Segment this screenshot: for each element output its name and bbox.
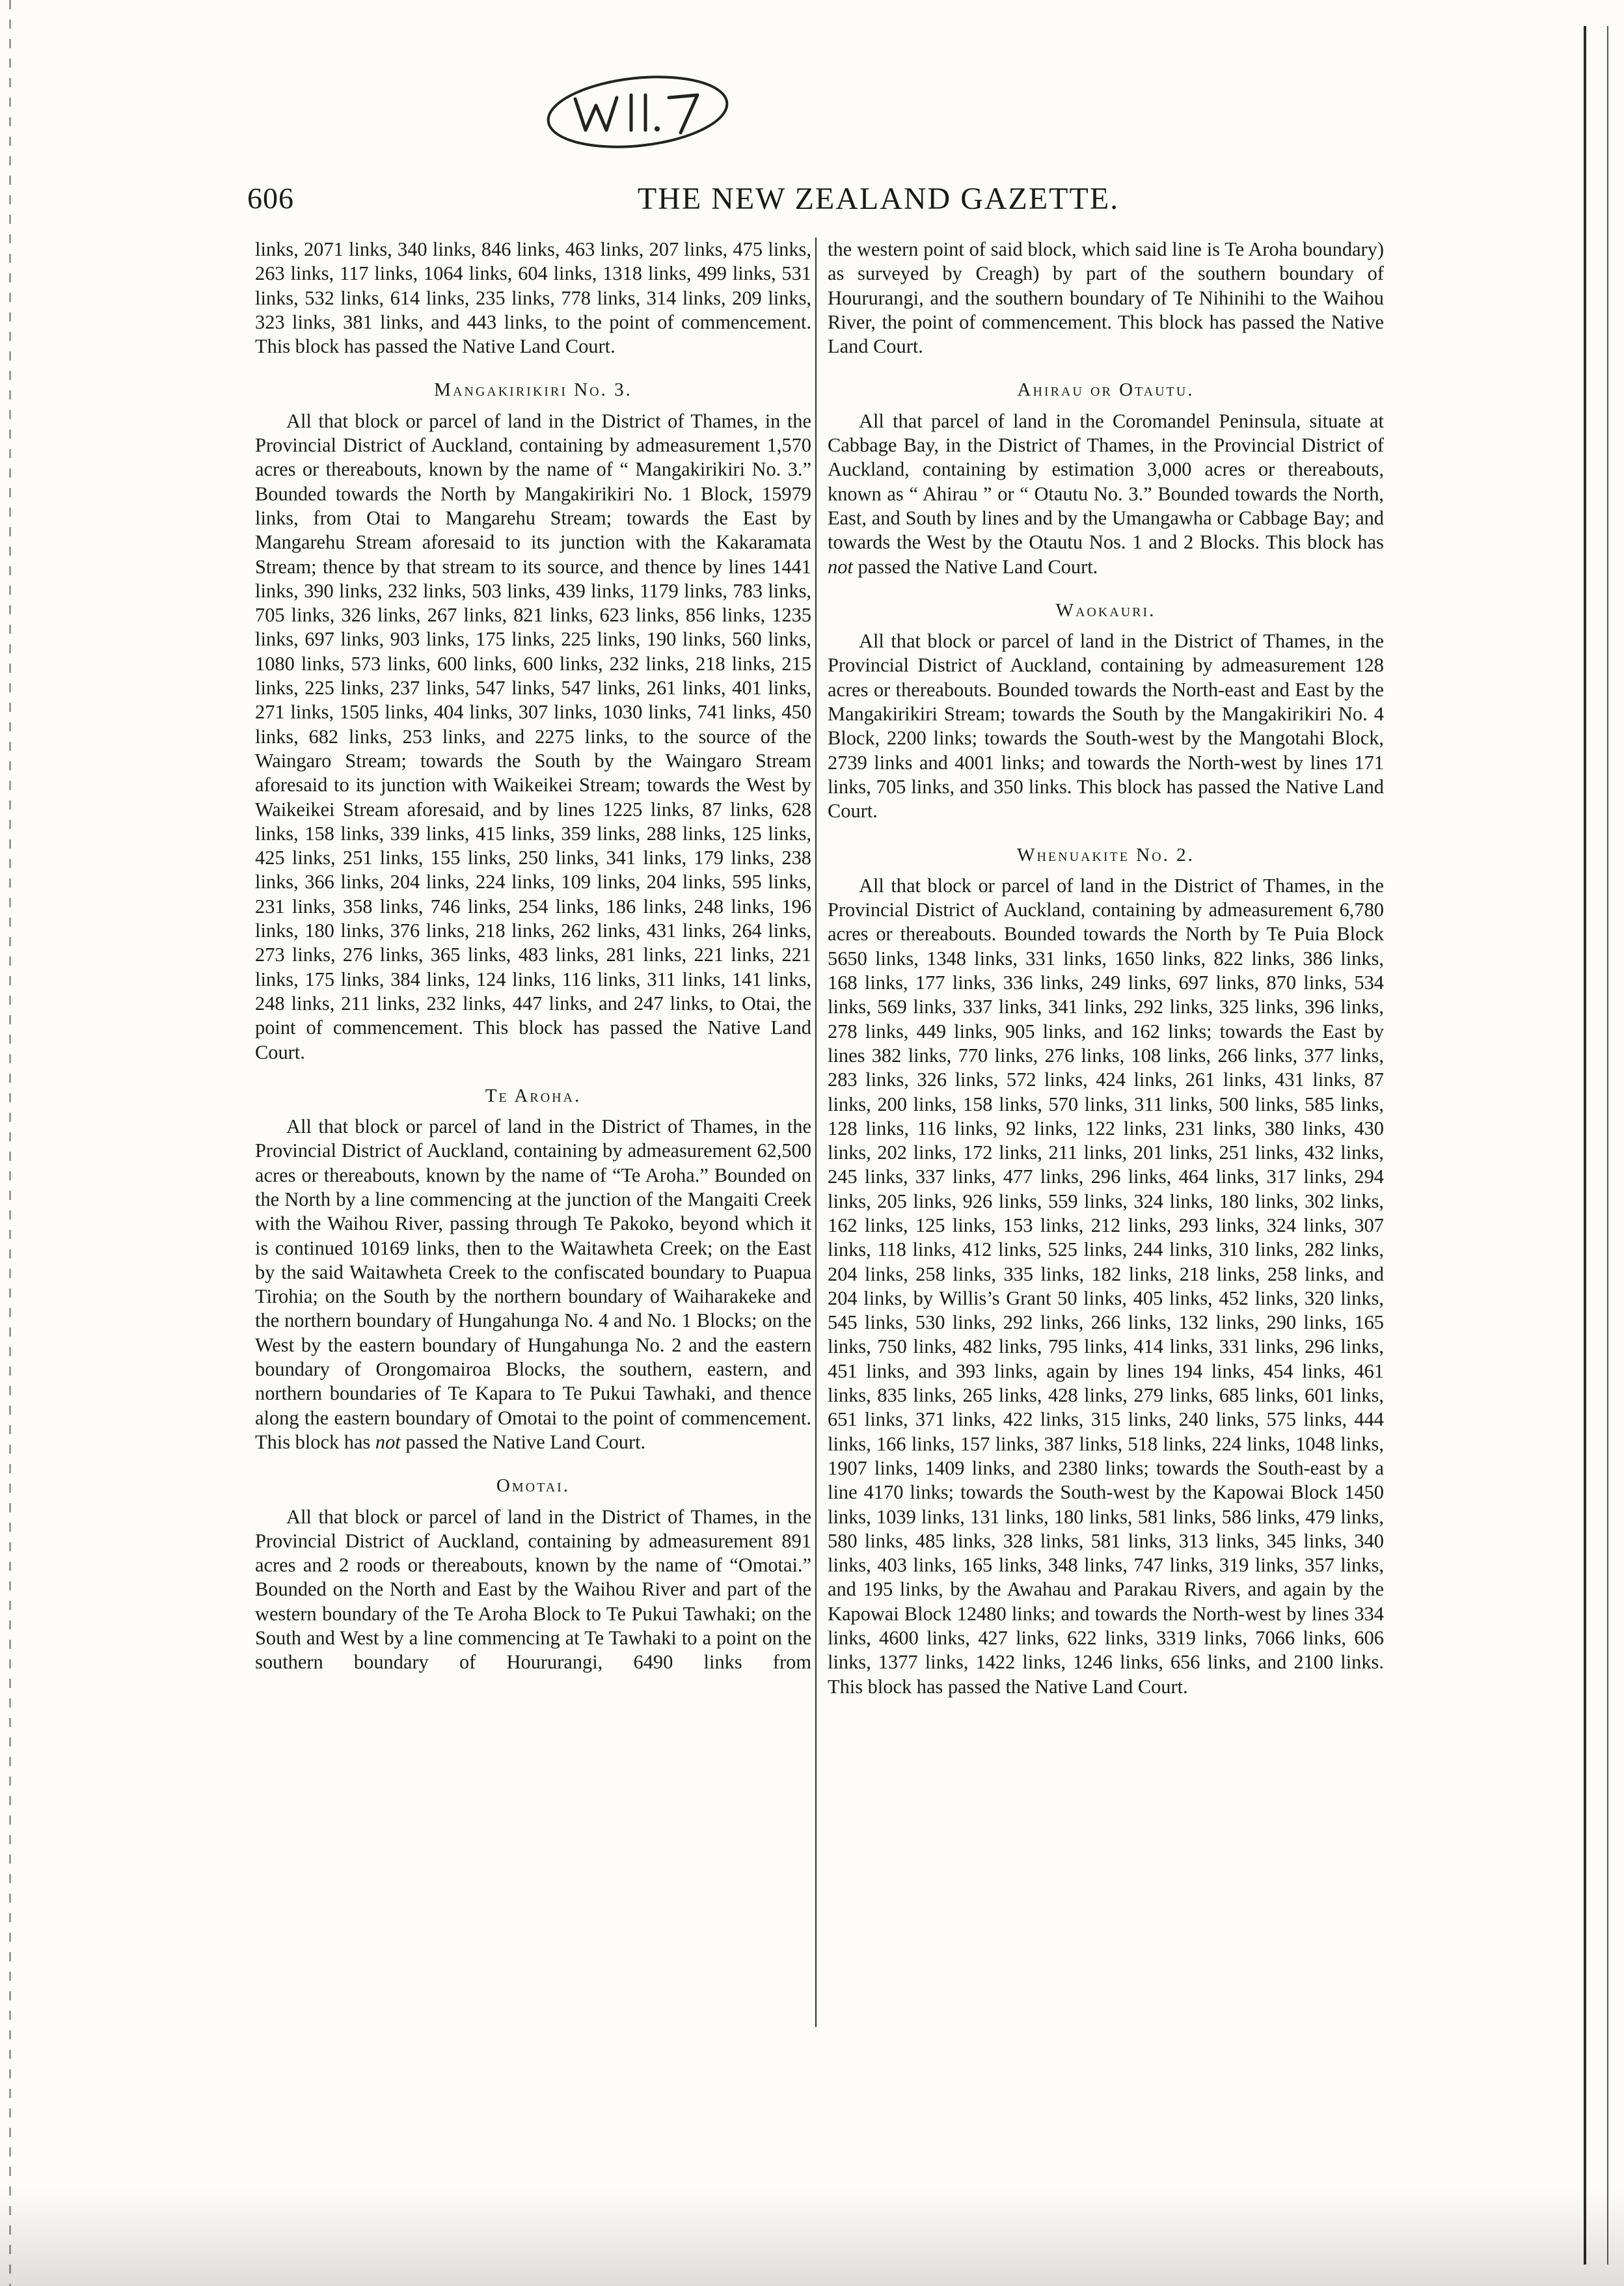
left-margin-artifact <box>9 0 11 2286</box>
section-body-mangakirikiri: All that block or parcel of land in the District of Thames, in the Provincial District of Auckland, containing by admeasurement 1,570 acres or thereabouts, known by the name of “ Mangakirikiri No. 3.” Bounded towards the North by Mangakirikiri No. 1 Block, 15979 links, from Otai to Mangarehu Stream; towards the East by Mangarehu Stream aforesaid to its junction with the Kakaramata Stream; thence by that stream to its source, and thence by lines 1441 links, 390 links, 232 links, 503 links, 439 links, 1179 links, 783 links, 705 links, 326 links, 267 links, 821 links, 623 links, 856 links, 1235 links, 697 links, 903 links, 175 links, 225 links, 190 links, 560 links, 1080 links, 573 links, 600 links, 600 links, 232 links, 218 links, 215 links, 225 links, 237 links, 547 links, 547 links, 261 links, 401 links, 271 links, 1505 links, 404 links, 307 links, 1030 links, 741 links, 450 links, 682 links, 253 links, and 2275 links, to the source of the Waingaro Stream; towards the South by the Waingaro Stream aforesaid to its junction with Waikeikei Stream; towards the West by Waikeikei Stream aforesaid, and by lines 1225 links, 87 links, 628 links, 158 links, 339 links, 415 links, 359 links, 288 links, 125 links, 425 links, 251 links, 155 links, 250 links, 341 links, 179 links, 238 links, 366 links, 204 links, 224 links, 109 links, 204 links, 595 links, 231 links, 358 links, 746 links, 254 links, 186 links, 248 links, 196 links, 180 links, 376 links, 218 links, 262 links, 431 links, 264 links, 273 links, 276 links, 365 links, 483 links, 281 links, 221 links, 221 links, 175 links, 384 links, 124 links, 116 links, 311 links, 141 links, 248 links, 211 links, 232 links, 447 links, and 247 links, to Otai, the point of commencement. This block has passed the Native Land Court. <box>255 409 811 1063</box>
scan-shadow <box>0 2188 1624 2286</box>
binding-edge-line <box>1584 26 1586 2265</box>
binding-edge-line-outer <box>1607 26 1608 2265</box>
continued-paragraph: the western point of said block, which said line is Te Aroha boundary) as surveyed by Creagh) by part of the southern boundary of Hoururangi, and the southern boundary of Te Nihinihi to the Waihou River, the point of commencement. This block has passed the Native Land Court. <box>828 238 1384 358</box>
section-body-te-aroha <box>255 1115 811 1454</box>
section-body-ahirau <box>828 409 1384 579</box>
section-title-te-aroha: Te Aroha. <box>485 1085 582 1106</box>
section-body-waokauri: All that block or parcel of land in the District of Thames, in the Provincial District of Auckland, containing by admeasurement 128 acres or thereabouts. Bounded towards the North-east and East by the Mangakirikiri Stream; towards the South by the Mangakirikiri No. 4 Block, 2200 links; towards the South-west by the Mangotahi Block, 2739 links and 4001 links; and towards the North-west by lines 171 links, 705 links, and 350 links. This block has passed the Native Land Court. <box>828 630 1384 823</box>
ahirau-text: All that parcel of land in the Coromandel Peninsula, situate at Cabbage Bay, in the District of Thames, in the Provincial District of Auckland, containing by estimation 3,000 acres or thereabouts, known as “ Ahirau ” or “ Otautu No. 3.” Bounded towards the North, East, and South by lines and by the Umangawha or Cabbage Bay; and towards the West by the Otautu Nos. 1 and 2 Blocks. This block has <box>828 409 1384 554</box>
gazette-title: THE NEW ZEALAND GAZETTE. <box>637 182 1120 216</box>
section-title-mangakirikiri: Mangakirikiri No. 3. <box>434 379 632 401</box>
continued-paragraph: links, 2071 links, 340 links, 846 links, 463 links, 207 links, 475 links, 263 links, 117 links, 1064 links, 604 links, 1318 links, 499 links, 531 links, 532 links, 614 links, 235 links, 778 links, 314 links, 209 links, 323 links, 381 links, and 443 links, to the point of commencement. This block has passed the Native Land Court. <box>255 238 811 358</box>
te-aroha-text: All that block or parcel of land in the District of Thames, in the Provincial District of Auckland, containing by admeasurement 62,500 acres or thereabouts, known by the name of “Te Aroha.” Bounded on the North by a line commencing at the junction of the Mangaiti Creek with the Waihou River, passing through Te Pakoko, beyond which it is continued 10169 links, then to the Waitawheta Creek; on the East by the said Waitawheta Creek to the confiscated boundary to Puapua Tirohia; on the South by the northern boundary of Waiharakeke and the northern boundary of Hungahunga No. 4 and No. 1 Blocks; on the West by the eastern boundary of Hungahunga No. 2 and the eastern boundary of Orongomairoa Blocks, the southern, eastern, and northern boundaries of Te Kapara to Te Pukui Tawhaki, and thence along the eastern boundary of Omotai to the point of commencement. This block has <box>255 1115 811 1453</box>
page-number: 606 <box>247 182 294 215</box>
te-aroha-text-end: passed the Native Land Court. <box>405 1430 646 1453</box>
handwritten-stamp <box>534 65 742 156</box>
page-header <box>247 181 1418 226</box>
left-column <box>255 238 811 1675</box>
section-body-omotai: All that block or parcel of land in the District of Thames, in the Provincial District of Auckland, containing by admeasurement 891 acres and 2 roods or thereabouts, known by the name of “Omotai.” Bounded on the North and East by the Waihou River and part of the western boundary of the Te Aroha Block to Te Pukui Tawhaki; on the South and West by a line commencing at Te Tawhaki to a point on the southern boundary of Hoururangi, 6490 links from <box>255 1505 811 1674</box>
ahirau-not: not <box>828 555 853 578</box>
section-body-whenuakite: All that block or parcel of land in the District of Thames, in the Provincial District of Auckland, containing by admeasurement 6,780 acres or thereabouts. Bounded towards the North by Te Puia Block 5650 links, 1348 links, 331 links, 1650 links, 822 links, 386 links, 168 links, 177 links, 336 links, 249 links, 697 links, 870 links, 534 links, 569 links, 337 links, 341 links, 292 links, 325 links, 396 links, 278 links, 449 links, 905 links, and 162 links; towards the East by lines 382 links, 770 links, 276 links, 108 links, 266 links, 377 links, 283 links, 326 links, 572 links, 424 links, 261 links, 431 links, 87 links, 200 links, 158 links, 570 links, 311 links, 500 links, 585 links, 128 links, 116 links, 92 links, 122 links, 231 links, 380 links, 430 links, 202 links, 172 links, 211 links, 201 links, 251 links, 432 links, 245 links, 337 links, 477 links, 296 links, 464 links, 317 links, 294 links, 205 links, 926 links, 559 links, 324 links, 180 links, 302 links, 162 links, 125 links, 153 links, 212 links, 293 links, 324 links, 307 links, 118 links, 412 links, 525 links, 244 links, 310 links, 282 links, 204 links, 258 links, 335 links, 182 links, 218 links, 258 links, and 204 links, by Willis’s Grant 50 links, 405 links, 452 links, 320 links, 545 links, 530 links, 292 links, 266 links, 132 links, 290 links, 165 links, 750 links, 482 links, 795 links, 414 links, 331 links, 296 links, 451 links, and 393 links, again by lines 194 links, 454 links, 461 links, 835 links, 265 links, 428 links, 279 links, 685 links, 601 links, 651 links, 371 links, 422 links, 315 links, 240 links, 575 links, 444 links, 166 links, 157 links, 387 links, 518 links, 224 links, 1048 links, 1907 links, 1409 links, and 2380 links; towards the South-east by a line 4170 links; towards the South-west by the Kapowai Block 1450 links, 1039 links, 131 links, 180 links, 581 links, 586 links, 479 links, 580 links, 485 links, 328 links, 581 links, 313 links, 345 links, 340 links, 403 links, 165 links, 348 links, 747 links, 319 links, 357 links, and 195 links, by the Awahau and Parakau Rivers, and again by the Kapowai Block 12480 links; and towards the North-west by lines 334 links, 4600 links, 427 links, 622 links, 3319 links, 7066 links, 606 links, 1377 links, 1422 links, 1246 links, 656 links, and 2100 links. This block has passed the Native Land Court. <box>828 874 1384 1698</box>
right-column <box>828 238 1384 1699</box>
ahirau-text-end: passed the Native Land Court. <box>858 555 1098 578</box>
section-title-whenuakite: Whenuakite No. 2. <box>1017 844 1195 865</box>
section-title-omotai: Omotai. <box>496 1475 571 1497</box>
column-divider <box>815 238 817 2027</box>
section-title-waokauri: Waokauri. <box>1055 599 1156 621</box>
section-title-ahirau: Ahirau or Otautu. <box>1017 379 1195 401</box>
te-aroha-not: not <box>375 1430 401 1453</box>
